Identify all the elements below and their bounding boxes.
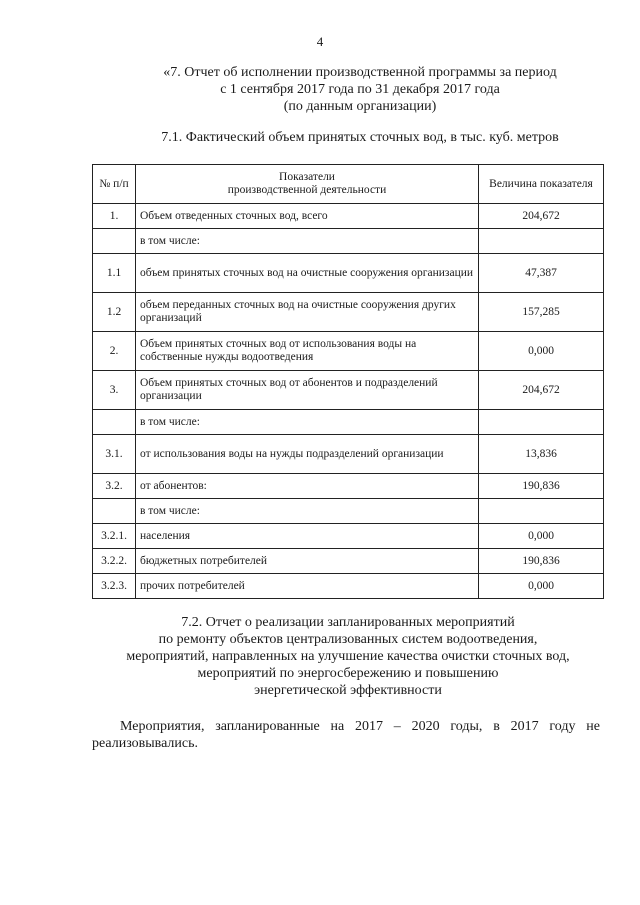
row-label: объем переданных сточных вод на очистные сооружения других организаций bbox=[136, 293, 479, 332]
table-row bbox=[93, 499, 604, 524]
report-title bbox=[120, 64, 600, 115]
page-number: 4 bbox=[316, 34, 324, 49]
section-2-heading bbox=[92, 614, 604, 699]
row-value: 13,836 bbox=[479, 435, 604, 474]
table-row bbox=[93, 293, 604, 332]
row-label: прочих потребителей bbox=[136, 574, 479, 599]
row-label: от абонентов: bbox=[136, 474, 479, 499]
table-row bbox=[93, 524, 604, 549]
row-number: 3.2.1. bbox=[93, 524, 136, 549]
header-number: № п/п bbox=[93, 165, 136, 204]
row-value: 204,672 bbox=[479, 204, 604, 229]
row-value bbox=[479, 229, 604, 254]
header-indicator bbox=[136, 165, 479, 204]
table-row bbox=[93, 549, 604, 574]
table-row bbox=[93, 254, 604, 293]
table-row bbox=[93, 229, 604, 254]
row-label: в том числе: bbox=[136, 410, 479, 435]
section-2-heading-line-1: 7.2. Отчет о реализации запланированных мероприятий bbox=[181, 615, 515, 630]
row-number: 3.2.3. bbox=[93, 574, 136, 599]
table-row bbox=[93, 435, 604, 474]
row-label: в том числе: bbox=[136, 499, 479, 524]
row-value: 47,387 bbox=[479, 254, 604, 293]
row-value: 0,000 bbox=[479, 524, 604, 549]
row-number: 3. bbox=[93, 371, 136, 410]
row-label: бюджетных потребителей bbox=[136, 549, 479, 574]
row-number bbox=[93, 229, 136, 254]
row-number: 3.2. bbox=[93, 474, 136, 499]
report-title-line-3: (по данным организации) bbox=[283, 99, 437, 114]
row-number: 1.1 bbox=[93, 254, 136, 293]
row-number bbox=[93, 499, 136, 524]
row-label: в том числе: bbox=[136, 229, 479, 254]
header-indicator-line-1: Показатели bbox=[279, 171, 335, 183]
row-value bbox=[479, 410, 604, 435]
row-label: Объем принятых сточных вод от использования воды на собственные нужды водоотведения bbox=[136, 332, 479, 371]
table-header-row bbox=[93, 165, 604, 204]
row-value: 204,672 bbox=[479, 371, 604, 410]
row-value bbox=[479, 499, 604, 524]
table-subtitle: 7.1. Фактический объем принятых сточных вод, в тыс. куб. метров bbox=[161, 130, 559, 145]
row-value: 157,285 bbox=[479, 293, 604, 332]
section-2-heading-line-3: мероприятий, направленных на улучшение качества очистки сточных вод, bbox=[126, 649, 570, 664]
table-row bbox=[93, 474, 604, 499]
section-2-heading-line-2: по ремонту объектов централизованных систем водоотведения, bbox=[158, 632, 538, 647]
row-label: населения bbox=[136, 524, 479, 549]
report-title-line-1: «7. Отчет об исполнении производственной программы за период bbox=[163, 65, 557, 80]
row-label: объем принятых сточных вод на очистные сооружения организации bbox=[136, 254, 479, 293]
row-number: 1. bbox=[93, 204, 136, 229]
row-value: 190,836 bbox=[479, 474, 604, 499]
section-2-heading-line-5: энергетической эффективности bbox=[254, 683, 442, 698]
section-2-heading-line-4: мероприятий по энергосбережению и повышению bbox=[197, 666, 499, 681]
table-row bbox=[93, 371, 604, 410]
row-number bbox=[93, 410, 136, 435]
wastewater-volume-table bbox=[92, 164, 604, 599]
row-value: 190,836 bbox=[479, 549, 604, 574]
row-number: 3.1. bbox=[93, 435, 136, 474]
table-row bbox=[93, 332, 604, 371]
row-value: 0,000 bbox=[479, 332, 604, 371]
row-number: 2. bbox=[93, 332, 136, 371]
header-indicator-line-2: производственной деятельности bbox=[227, 184, 387, 196]
report-title-line-2: с 1 сентября 2017 года по 31 декабря 2017 года bbox=[220, 82, 500, 97]
table-row bbox=[93, 574, 604, 599]
row-label: Объем принятых сточных вод от абонентов и подразделений организации bbox=[136, 371, 479, 410]
table-row bbox=[93, 204, 604, 229]
row-label: от использования воды на нужды подразделений организации bbox=[136, 435, 479, 474]
header-value: Величина показателя bbox=[479, 165, 604, 204]
row-number: 3.2.2. bbox=[93, 549, 136, 574]
body-paragraph: Мероприятия, запланированные на 2017 – 2020 годы, в 2017 году не реализовывались. bbox=[92, 719, 600, 751]
row-number: 1.2 bbox=[93, 293, 136, 332]
table-row bbox=[93, 410, 604, 435]
row-value: 0,000 bbox=[479, 574, 604, 599]
row-label: Объем отведенных сточных вод, всего bbox=[136, 204, 479, 229]
